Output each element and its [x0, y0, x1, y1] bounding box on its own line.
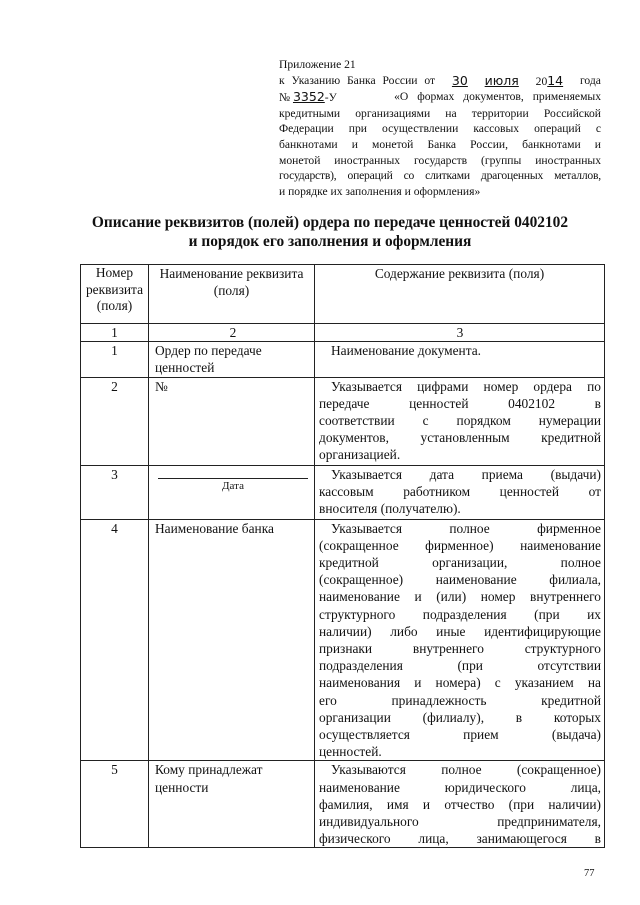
decree-number-suffix: -У	[324, 91, 337, 105]
column-number-2: 2	[149, 324, 315, 342]
content-line: подразделения (при отсутствии	[319, 658, 601, 674]
row-name	[149, 465, 315, 519]
content-line: (сокращенное фирменное) наименование	[319, 537, 601, 553]
column-number-1: 1	[81, 324, 149, 342]
row-content	[315, 761, 605, 848]
row-number: 5	[81, 761, 149, 848]
appendix-block	[279, 57, 601, 199]
content-line: Наименование документа.	[331, 343, 482, 359]
page-number: 77	[584, 868, 595, 879]
table-row	[81, 342, 605, 377]
appendix-line-1	[279, 73, 601, 90]
row-number: 2	[81, 377, 149, 465]
requisites-table	[80, 264, 605, 848]
table-row	[81, 377, 605, 465]
document-title	[60, 214, 600, 251]
appendix-line-8: и порядке их заполнения и оформления»	[279, 184, 481, 198]
content-line: документов, установленным кредитной	[319, 430, 601, 446]
appendix-line-6: монетой иностранных государств (группы иностранных	[279, 153, 601, 167]
column-number-3: 3	[315, 324, 605, 342]
decree-day: 30	[451, 72, 468, 88]
table-row	[81, 761, 605, 848]
title-line-2: и порядок его заполнения и оформления	[188, 232, 472, 250]
appendix-title: Приложение 21	[279, 58, 356, 71]
table-header-row	[81, 265, 605, 324]
row-number: 3	[81, 465, 149, 519]
decree-date-suffix: года	[579, 73, 601, 87]
appendix-line-3: кредитными организациями на территории Российской	[279, 106, 601, 120]
date-label: Дата	[222, 479, 244, 492]
content-line: организации (филиалу), в которых	[319, 709, 601, 725]
header-col-number: Номер реквизита (поля)	[81, 265, 149, 324]
appendix-line-1-text: к Указанию Банка России от	[279, 73, 436, 87]
decree-year-prefix: 20	[535, 74, 548, 88]
row-content	[315, 465, 605, 519]
content-line: соответствии с порядком нумерации	[319, 413, 601, 429]
appendix-line-2	[279, 89, 601, 106]
content-line: передаче ценностей 0402102 в	[319, 395, 601, 411]
row-name: Наименование банка	[149, 519, 315, 761]
row-content	[315, 519, 605, 761]
content-line: организацией.	[319, 447, 401, 463]
decree-year	[536, 73, 564, 90]
content-line: кассовым работником ценностей от	[319, 483, 601, 499]
content-line: вносителя (получателю).	[319, 501, 461, 517]
appendix-line-2-text: «О формах документов, применяемых	[394, 90, 601, 104]
row-number: 1	[81, 342, 149, 377]
decree-year-hand: 14	[547, 72, 564, 88]
content-line: кредитной организации, полное	[319, 555, 601, 571]
content-line: Указывается дата приема (выдачи)	[331, 466, 601, 482]
content-line: его принадлежность кредитной	[319, 692, 601, 708]
content-line: структурного подразделения (при их	[319, 606, 601, 622]
table-row	[81, 465, 605, 519]
table-column-numbers-row	[81, 324, 605, 342]
content-line: наименования и номера) с указанием на	[319, 675, 601, 691]
content-line: ценностей.	[319, 744, 382, 760]
content-line: Указывается полное фирменное	[331, 520, 601, 536]
title-line-1: Описание реквизитов (полей) ордера по передаче ценностей 0402102	[91, 214, 569, 231]
content-line: наименование и (или) номер внутреннего	[319, 589, 601, 605]
content-line: индивидуального предпринимателя,	[319, 814, 601, 830]
row-name: Кому принадлежат ценности	[149, 761, 315, 848]
appendix-line-4: Федерации при осуществлении кассовых операций с	[279, 122, 601, 136]
content-line: осуществляется прием (выдача)	[319, 727, 601, 743]
decree-number	[279, 89, 337, 106]
content-line: физического лица, занимающегося в	[319, 831, 601, 847]
number-sign: №	[279, 91, 291, 105]
appendix-line-5: банкнотами и монетой Банка России, банкнотами и	[279, 137, 601, 151]
appendix-line-7: государств), операций со слитками драгоценных металлов,	[279, 169, 601, 183]
header-col-name: Наименование реквизита (поля)	[149, 265, 315, 324]
decree-number-hand: 3352	[292, 89, 325, 105]
table-row	[81, 519, 605, 761]
row-number: 4	[81, 519, 149, 761]
content-line: наименование юридического лица,	[319, 779, 601, 795]
content-line: (сокращенное) наименование филиала,	[319, 572, 601, 588]
decree-month: июля	[484, 72, 519, 88]
row-content	[315, 342, 605, 377]
content-line: Указывается цифрами номер ордера по	[331, 378, 601, 394]
content-line: Указываются полное (сокращенное)	[331, 762, 601, 778]
content-line: признаки внутреннего структурного	[319, 641, 601, 657]
content-line: фамилия, имя и отчество (при наличии)	[319, 796, 601, 812]
header-col-content: Содержание реквизита (поля)	[315, 265, 605, 324]
row-name: №	[149, 377, 315, 465]
row-name: Ордер по передаче ценностей	[149, 342, 315, 377]
content-line: наличии) либо иные идентифицирующие	[319, 623, 601, 639]
row-content	[315, 377, 605, 465]
